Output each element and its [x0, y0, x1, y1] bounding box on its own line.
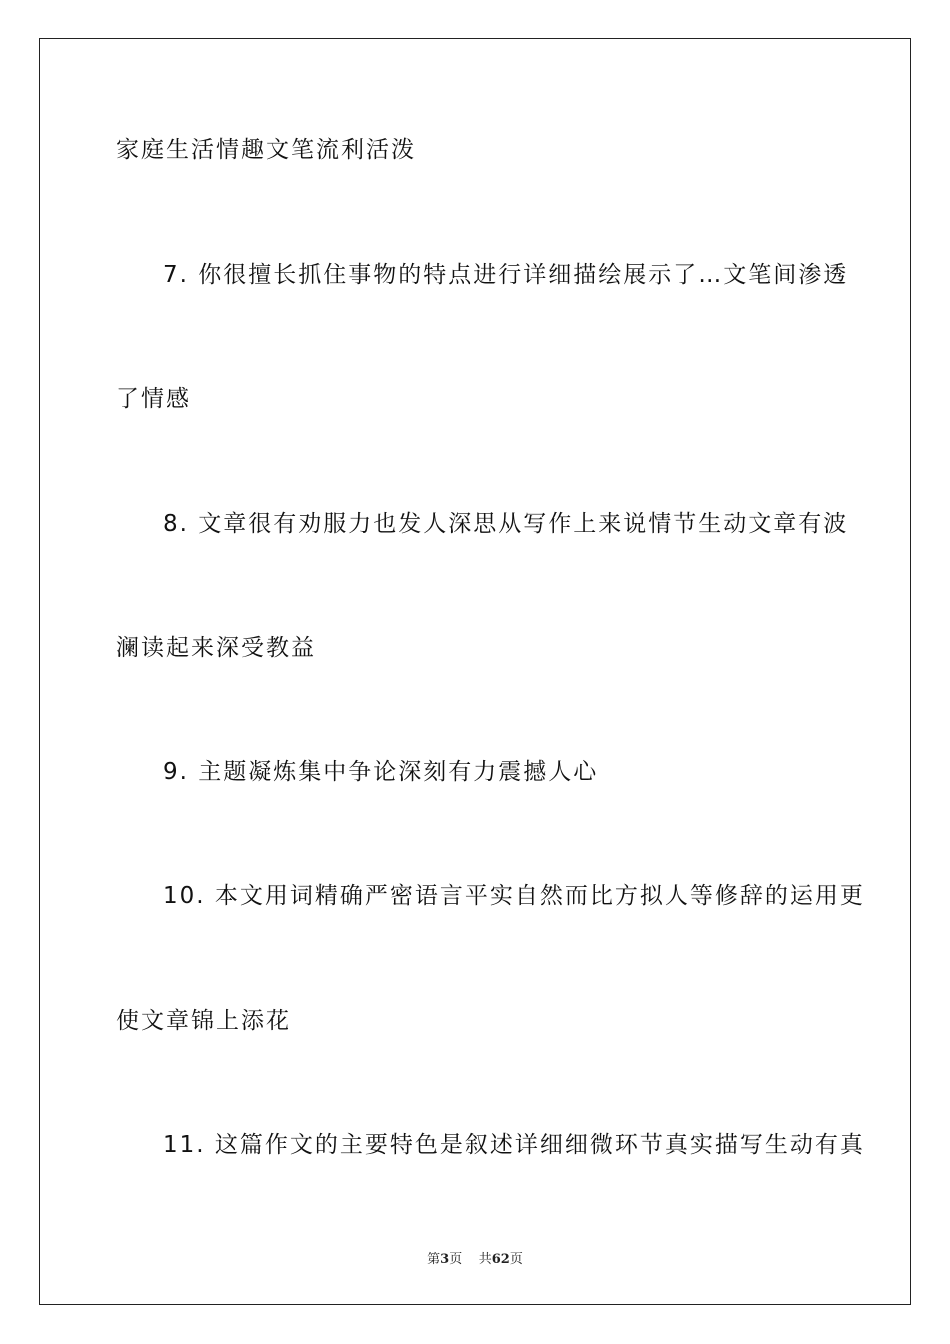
text-line: 9. 主题凝炼集中争论深刻有力震撼人心 [163, 759, 599, 785]
page-footer [0, 1248, 950, 1267]
text-line: 11. 这篇作文的主要特色是叙述详细细微环节真实描写生动有真 [163, 1132, 865, 1158]
text-line: 使文章锦上添花 [116, 1008, 291, 1034]
total-label-suffix: 页 [509, 1252, 523, 1267]
text-line: 8. 文章很有劝服力也发人深思从写作上来说情节生动文章有波 [163, 511, 849, 537]
page-number: 3 [440, 1252, 450, 1267]
text-line: 澜读起来深受教益 [116, 635, 316, 661]
text-line: 家庭生活情趣文笔流利活泼 [116, 137, 416, 163]
total-pages: 62 [491, 1252, 510, 1267]
page-label-prefix: 第 [427, 1252, 441, 1267]
page-label-suffix: 页 [449, 1252, 463, 1267]
text-line: 7. 你很擅长抓住事物的特点进行详细描绘展示了…文笔间渗透 [163, 262, 849, 288]
text-line: 了情感 [116, 386, 191, 412]
total-label-prefix: 共 [478, 1252, 492, 1267]
text-line: 10. 本文用词精确严密语言平实自然而比方拟人等修辞的运用更 [163, 883, 865, 909]
page-border [39, 38, 911, 1305]
